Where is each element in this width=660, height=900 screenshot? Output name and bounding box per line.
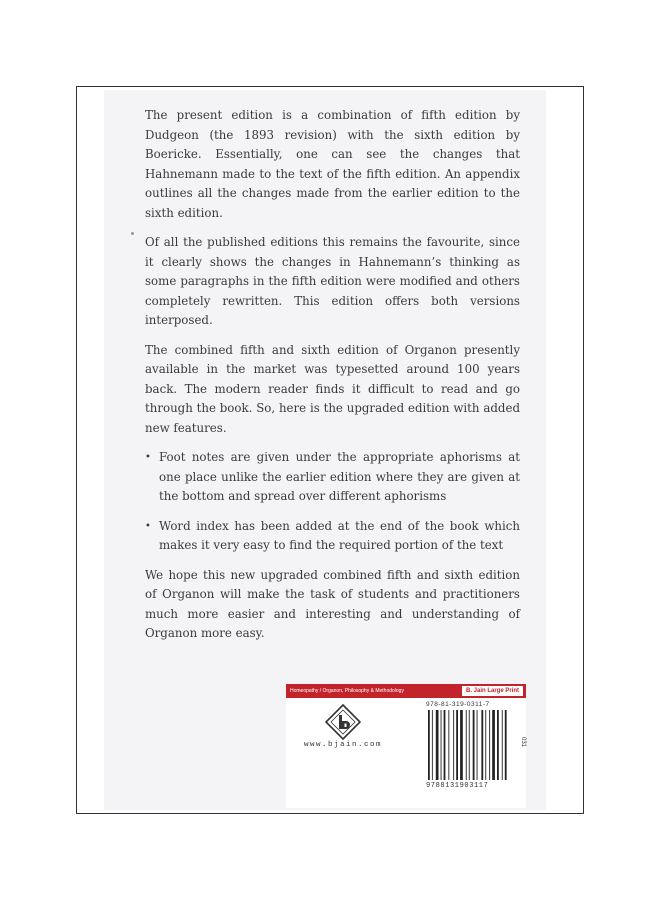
barcode-bar [485, 710, 486, 780]
isbn-label: 978-81-319-0311-7 [426, 701, 490, 708]
paragraph-3: The combined fifth and sixth edition of Organon presently available in the market was typesetted around 100 years back. The modern reader finds it difficult to read and go through the book. So, here is the upgraded edition with added new features. [145, 342, 520, 435]
print-speck [131, 232, 134, 235]
feature-item-footnotes: • Foot notes are given under the appropriate aphorisms at one place unlike the earlier edition where they are given at the bottom and spread over different aphorisms [145, 448, 520, 507]
barcode-bar [436, 710, 439, 780]
barcode-bar [448, 710, 449, 780]
barcode-bar [481, 710, 483, 780]
barcode-bar [453, 710, 454, 780]
feature-list [145, 448, 520, 556]
closing-paragraph: We hope this new upgraded combined fifth and sixth edition of Organon will make the task of students and practitioners much more easier and interesting and understanding of Organon more easy. [145, 567, 520, 640]
series-badge: B. Jain Large Print [462, 686, 523, 696]
category-label: Homeopathy / Organon, Philosophy & Methodology [290, 688, 404, 694]
barcode-bar [502, 710, 503, 780]
paragraph-1: The present edition is a combination of fifth edition by Dudgeon (the 1893 revision) with the sixth edition by Boericke. Essentially, one can see the changes that Hahnemann made to the text of the fifth edition. An appendix outlines all the changes made from the earlier edition to the sixth edition. [145, 108, 520, 220]
barcode-bar [477, 710, 478, 780]
bjain-logo-icon [325, 704, 361, 740]
website-url: www.bjain.com [304, 741, 383, 749]
barcode-bar [489, 710, 490, 780]
barcode-bar [497, 710, 499, 780]
barcode-side-code: 031 [520, 736, 526, 747]
barcode-bar [444, 710, 446, 780]
barcode-bar [441, 710, 442, 780]
barcode-bar [473, 710, 475, 780]
isbn-barcode [426, 710, 512, 780]
barcode-digits: 9788131903117 [426, 782, 489, 790]
barcode-bar [428, 710, 430, 780]
barcode-bar [505, 710, 507, 780]
barcode-bar [432, 710, 433, 780]
paragraph-2: Of all the published editions this remains the favourite, since it clearly shows the changes in Hahnemann’s thinking as some paragraphs in the fifth edition were modified and others completely rewritten. This edition offers both versions interposed. [145, 235, 520, 327]
barcode-bar [469, 710, 470, 780]
blurb-text [145, 106, 520, 654]
barcode-bar [466, 710, 467, 780]
feature-item-word-index: • Word index has been added at the end of the book which makes it very easy to find the required portion of the text [145, 517, 520, 556]
barcode-bar [456, 710, 458, 780]
barcode-bar [460, 710, 463, 780]
publisher-panel [286, 684, 526, 808]
category-bar [286, 684, 526, 698]
barcode-bar [492, 710, 495, 780]
